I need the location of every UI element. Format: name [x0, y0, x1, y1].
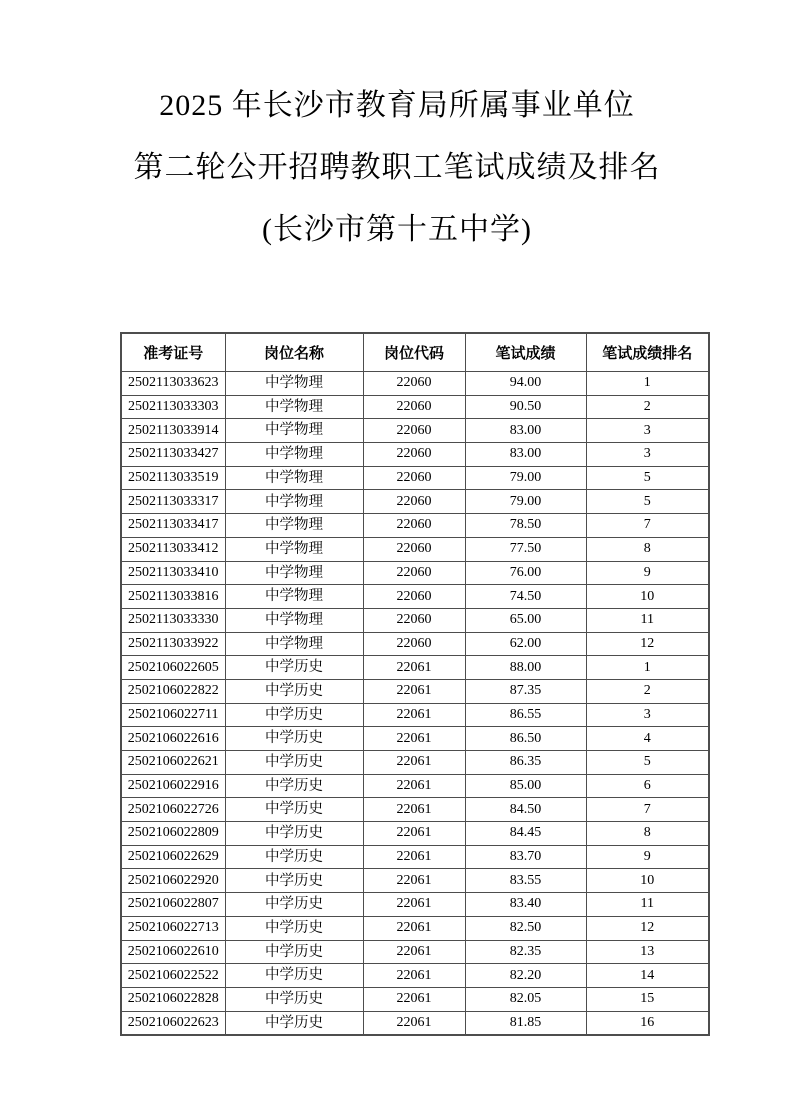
header-admission-number: 准考证号	[121, 333, 225, 372]
cell-position-code: 22061	[363, 940, 465, 964]
cell-written-score: 85.00	[465, 774, 586, 798]
cell-written-score: 82.20	[465, 964, 586, 988]
cell-position-code: 22061	[363, 774, 465, 798]
cell-score-rank: 1	[586, 656, 709, 680]
cell-position-code: 22061	[363, 703, 465, 727]
cell-position-code: 22061	[363, 751, 465, 775]
title-line-1: 2025 年长沙市教育局所属事业单位	[159, 89, 635, 122]
cell-position-code: 22061	[363, 656, 465, 680]
table-row	[121, 656, 709, 680]
cell-score-rank: 2	[586, 395, 709, 419]
cell-written-score: 94.00	[465, 372, 586, 396]
table-row	[121, 869, 709, 893]
cell-admission-number: 2502106022610	[121, 940, 225, 964]
cell-score-rank: 15	[586, 987, 709, 1011]
cell-written-score: 78.50	[465, 514, 586, 538]
score-table	[120, 332, 710, 1036]
cell-position-code: 22060	[363, 537, 465, 561]
cell-admission-number: 2502106022623	[121, 1011, 225, 1035]
cell-position-code: 22061	[363, 893, 465, 917]
cell-score-rank: 1	[586, 372, 709, 396]
cell-score-rank: 16	[586, 1011, 709, 1035]
cell-written-score: 82.35	[465, 940, 586, 964]
cell-admission-number: 2502106022713	[121, 916, 225, 940]
cell-written-score: 86.50	[465, 727, 586, 751]
table-row	[121, 395, 709, 419]
cell-position-code: 22061	[363, 798, 465, 822]
cell-position-name: 中学历史	[225, 822, 363, 846]
cell-position-name: 中学历史	[225, 798, 363, 822]
cell-score-rank: 5	[586, 466, 709, 490]
cell-written-score: 83.00	[465, 419, 586, 443]
cell-position-code: 22060	[363, 443, 465, 467]
cell-written-score: 83.40	[465, 893, 586, 917]
cell-position-code: 22060	[363, 608, 465, 632]
table-row	[121, 372, 709, 396]
cell-position-name: 中学物理	[225, 443, 363, 467]
header-row	[121, 333, 709, 372]
cell-position-name: 中学物理	[225, 490, 363, 514]
document-title	[0, 86, 794, 272]
table-row	[121, 585, 709, 609]
title-line-2: 第二轮公开招聘教职工笔试成绩及排名	[133, 151, 661, 184]
table-row	[121, 561, 709, 585]
cell-position-code: 22060	[363, 395, 465, 419]
table-row	[121, 798, 709, 822]
cell-written-score: 88.00	[465, 656, 586, 680]
cell-score-rank: 2	[586, 679, 709, 703]
cell-admission-number: 2502106022621	[121, 751, 225, 775]
cell-written-score: 86.35	[465, 751, 586, 775]
cell-position-name: 中学历史	[225, 656, 363, 680]
table-row	[121, 679, 709, 703]
cell-admission-number: 2502113033519	[121, 466, 225, 490]
cell-written-score: 83.00	[465, 443, 586, 467]
table-row	[121, 916, 709, 940]
cell-admission-number: 2502113033410	[121, 561, 225, 585]
table-row	[121, 822, 709, 846]
cell-written-score: 74.50	[465, 585, 586, 609]
table-row	[121, 987, 709, 1011]
cell-written-score: 79.00	[465, 490, 586, 514]
cell-admission-number: 2502113033427	[121, 443, 225, 467]
table-row	[121, 608, 709, 632]
cell-position-name: 中学历史	[225, 751, 363, 775]
cell-position-name: 中学历史	[225, 916, 363, 940]
table-row	[121, 964, 709, 988]
cell-written-score: 87.35	[465, 679, 586, 703]
cell-score-rank: 10	[586, 869, 709, 893]
table-row	[121, 1011, 709, 1035]
cell-position-code: 22061	[363, 822, 465, 846]
table-row	[121, 727, 709, 751]
cell-position-name: 中学物理	[225, 372, 363, 396]
cell-position-name: 中学历史	[225, 703, 363, 727]
cell-position-name: 中学历史	[225, 774, 363, 798]
table-row	[121, 632, 709, 656]
cell-score-rank: 8	[586, 822, 709, 846]
cell-score-rank: 14	[586, 964, 709, 988]
cell-admission-number: 2502113033330	[121, 608, 225, 632]
cell-position-name: 中学历史	[225, 893, 363, 917]
header-written-score: 笔试成绩	[465, 333, 586, 372]
cell-score-rank: 12	[586, 916, 709, 940]
cell-written-score: 82.50	[465, 916, 586, 940]
cell-position-name: 中学物理	[225, 585, 363, 609]
cell-written-score: 77.50	[465, 537, 586, 561]
cell-admission-number: 2502106022807	[121, 893, 225, 917]
cell-score-rank: 9	[586, 845, 709, 869]
cell-admission-number: 2502113033922	[121, 632, 225, 656]
cell-position-code: 22061	[363, 987, 465, 1011]
cell-score-rank: 10	[586, 585, 709, 609]
cell-position-name: 中学物理	[225, 419, 363, 443]
cell-position-name: 中学历史	[225, 845, 363, 869]
header-position-name: 岗位名称	[225, 333, 363, 372]
cell-position-name: 中学物理	[225, 561, 363, 585]
cell-score-rank: 4	[586, 727, 709, 751]
cell-position-name: 中学物理	[225, 537, 363, 561]
cell-written-score: 65.00	[465, 608, 586, 632]
cell-position-code: 22060	[363, 490, 465, 514]
cell-admission-number: 2502106022616	[121, 727, 225, 751]
title-line-3: (长沙市第十五中学)	[262, 213, 532, 246]
cell-score-rank: 11	[586, 893, 709, 917]
cell-position-code: 22060	[363, 514, 465, 538]
cell-position-code: 22060	[363, 632, 465, 656]
cell-position-name: 中学物理	[225, 632, 363, 656]
cell-position-code: 22061	[363, 869, 465, 893]
cell-written-score: 76.00	[465, 561, 586, 585]
cell-position-name: 中学物理	[225, 466, 363, 490]
cell-written-score: 84.45	[465, 822, 586, 846]
cell-admission-number: 2502106022711	[121, 703, 225, 727]
cell-admission-number: 2502113033303	[121, 395, 225, 419]
cell-position-name: 中学历史	[225, 987, 363, 1011]
cell-written-score: 86.55	[465, 703, 586, 727]
cell-position-code: 22060	[363, 372, 465, 396]
cell-position-code: 22060	[363, 419, 465, 443]
cell-admission-number: 2502113033417	[121, 514, 225, 538]
cell-admission-number: 2502106022822	[121, 679, 225, 703]
table-row	[121, 893, 709, 917]
cell-written-score: 62.00	[465, 632, 586, 656]
cell-position-name: 中学历史	[225, 1011, 363, 1035]
cell-position-code: 22061	[363, 679, 465, 703]
cell-admission-number: 2502106022522	[121, 964, 225, 988]
cell-position-code: 22060	[363, 466, 465, 490]
cell-admission-number: 2502106022809	[121, 822, 225, 846]
cell-position-name: 中学历史	[225, 727, 363, 751]
table-row	[121, 514, 709, 538]
cell-admission-number: 2502106022605	[121, 656, 225, 680]
cell-written-score: 79.00	[465, 466, 586, 490]
cell-position-code: 22061	[363, 964, 465, 988]
cell-written-score: 82.05	[465, 987, 586, 1011]
cell-score-rank: 5	[586, 490, 709, 514]
cell-written-score: 83.70	[465, 845, 586, 869]
cell-position-name: 中学物理	[225, 395, 363, 419]
table-row	[121, 940, 709, 964]
cell-position-code: 22060	[363, 585, 465, 609]
cell-written-score: 84.50	[465, 798, 586, 822]
cell-score-rank: 7	[586, 514, 709, 538]
table-row	[121, 774, 709, 798]
cell-position-code: 22061	[363, 1011, 465, 1035]
cell-position-name: 中学历史	[225, 964, 363, 988]
cell-admission-number: 2502113033412	[121, 537, 225, 561]
cell-score-rank: 5	[586, 751, 709, 775]
cell-score-rank: 13	[586, 940, 709, 964]
score-table-header	[121, 333, 709, 372]
cell-position-name: 中学历史	[225, 869, 363, 893]
cell-score-rank: 3	[586, 703, 709, 727]
cell-score-rank: 11	[586, 608, 709, 632]
cell-position-name: 中学历史	[225, 940, 363, 964]
table-row	[121, 845, 709, 869]
table-row	[121, 703, 709, 727]
cell-score-rank: 9	[586, 561, 709, 585]
cell-score-rank: 3	[586, 443, 709, 467]
cell-score-rank: 8	[586, 537, 709, 561]
cell-admission-number: 2502106022916	[121, 774, 225, 798]
cell-score-rank: 3	[586, 419, 709, 443]
cell-written-score: 90.50	[465, 395, 586, 419]
cell-admission-number: 2502106022920	[121, 869, 225, 893]
cell-admission-number: 2502113033623	[121, 372, 225, 396]
header-position-code: 岗位代码	[363, 333, 465, 372]
score-table-body	[121, 372, 709, 1036]
cell-score-rank: 12	[586, 632, 709, 656]
table-row	[121, 490, 709, 514]
table-row	[121, 537, 709, 561]
cell-score-rank: 7	[586, 798, 709, 822]
table-row	[121, 443, 709, 467]
cell-position-code: 22061	[363, 916, 465, 940]
table-row	[121, 751, 709, 775]
cell-written-score: 81.85	[465, 1011, 586, 1035]
cell-position-code: 22061	[363, 727, 465, 751]
cell-position-name: 中学物理	[225, 608, 363, 632]
table-row	[121, 466, 709, 490]
header-score-rank: 笔试成绩排名	[586, 333, 709, 372]
cell-position-name: 中学物理	[225, 514, 363, 538]
cell-score-rank: 6	[586, 774, 709, 798]
cell-admission-number: 2502113033914	[121, 419, 225, 443]
cell-admission-number: 2502106022828	[121, 987, 225, 1011]
cell-admission-number: 2502106022726	[121, 798, 225, 822]
cell-position-code: 22061	[363, 845, 465, 869]
cell-admission-number: 2502113033317	[121, 490, 225, 514]
cell-admission-number: 2502106022629	[121, 845, 225, 869]
cell-position-code: 22060	[363, 561, 465, 585]
cell-admission-number: 2502113033816	[121, 585, 225, 609]
cell-written-score: 83.55	[465, 869, 586, 893]
table-row	[121, 419, 709, 443]
cell-position-name: 中学历史	[225, 679, 363, 703]
